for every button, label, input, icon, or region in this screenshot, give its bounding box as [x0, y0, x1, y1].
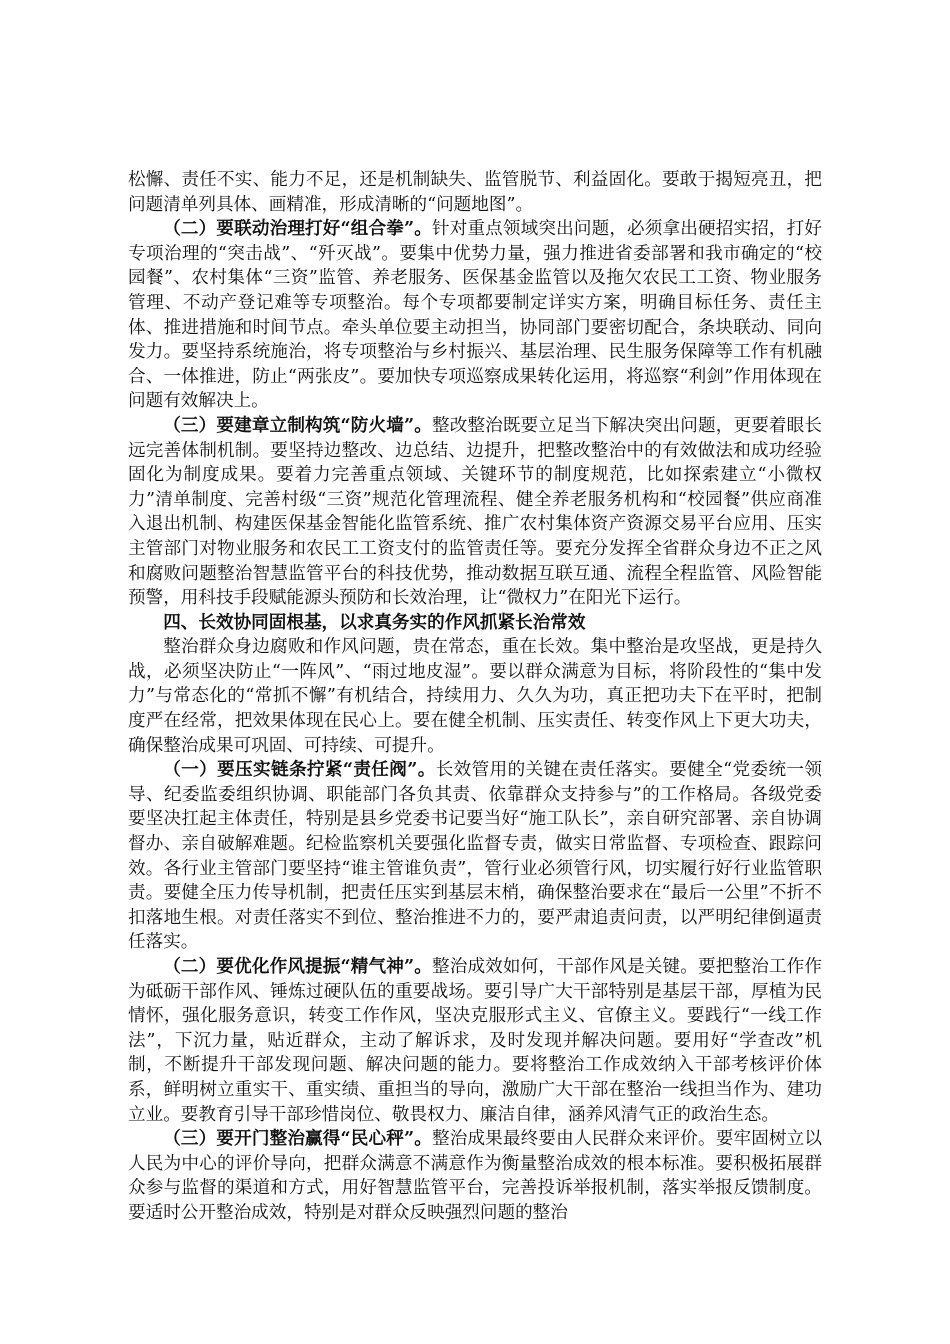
section-heading: 四、长效协同固根基，以求真务实的作风抓紧长治常效	[163, 611, 586, 633]
paragraph-text: 整治群众身边腐败和作风问题，贵在常态，重在长效。集中整治是攻坚战，更是持久战，必须坚决防止“一阵风”、“雨过地皮湿”。要以群众满意为目标，将阶段性的“集中发力”与常态化的“常抓不懈”有机结合，持续用力、久久为功，真正把功夫下在平时，把制度严在经常，把效果体现在民心上。要在健全机制、压实责任、转变作风上下更大功夫，确保整治成果可巩固、可持续、可提升。	[128, 637, 822, 756]
paragraph-text: 长效管用的关键在责任落实。要健全“党委统一领导、纪委监委组织协调、职能部门各负其责、依靠群众支持参与”的工作格局。各级党委要坚决扛起主体责任，特别是县乡党委书记要当好“施工队长”，亲自研究部署、亲自协调督办、亲自破解难题。纪检监察机关要强化监督专责，做实日常监督、专项检查、跟踪问效。各行业主管部门要坚持“谁主管谁负责”，管行业必须管行风，切实履行好行业监管职责。要健全压力传导机制，把责任压实到基层末梢，确保整治要求在“最后一公里”不折不扣落地生根。对责任落实不到位、整治推进不力的，要严肃追责问责，以严明纪律倒逼责任落实。	[128, 760, 822, 953]
paragraph-text: 整改整治既要立足当下解决突出问题，更要着眼长远完善体制机制。要坚持边整改、边总结、边提升，把整改整治中的有效做法和成功经验固化为制度成果。要着力完善重点领域、关键环节的制度规范，比如探索建立“小微权力”清单制度、完善村级“三资”规范化管理流程、健全养老服务机构和“校园餐”供应商准入退出机制、构建医保基金智能化监管系统、推广农村集体资产资源交易平台应用、压实主管部门对物业服务和农民工工资支付的监管责任等。要充分发挥全省群众身边不正之风和腐败问题整治智慧监管平台的科技优势，推动数据互联互通、流程全程监管、风险智能预警，用科技手段赋能源头预防和长效治理，让“微权力”在阳光下运行。	[128, 415, 822, 609]
paragraph-responsibility	[128, 758, 822, 955]
paragraph-lead: （二）要优化作风提振“精气神”。	[163, 956, 432, 977]
paragraph-institution-building	[128, 414, 822, 611]
paragraph-section-intro	[128, 635, 822, 758]
paragraph-joint-governance	[128, 217, 822, 414]
paragraph-lead: （三）要建章立制构筑“防火墙”。	[163, 414, 432, 436]
document-page	[128, 168, 822, 1226]
paragraph-lead: （二）要联动治理打好“组合拳”。	[163, 218, 432, 240]
paragraph-continuation	[128, 168, 822, 217]
paragraph-lead: （一）要压实链条拧紧“责任阀”。	[163, 759, 436, 781]
paragraph-work-style	[128, 955, 822, 1127]
paragraph-text: 针对重点领域突出问题，必须拿出硬招实招，打好专项治理的“突击战”、“歼灭战”。要集中优势力量，强力推进省委部署和我市确定的“校园餐”、农村集体“三资”监管、养老服务、医保基金监管以及拖欠农民工工资、物业服务管理、不动产登记难等专项整治。每个专项都要制定详实方案，明确目标任务、责任主体、推进措施和时间节点。牵头单位要主动担当，协同部门要密切配合，条块联动、同向发力。要坚持系统施治，将专项整治与乡村振兴、基层治理、民生服务保障等工作有机融合、一体推进，防止“两张皮”。要加快专项巡察成果转化运用，将巡察“利剑”作用体现在问题有效解决上。	[128, 219, 822, 412]
paragraph-lead: （三）要开门整治赢得“民心秤”。	[163, 1128, 432, 1150]
paragraph-text: 整治成效如何，干部作风是关键。要把整治工作作为砥砺干部作风、锤炼过硬队伍的重要战场。要引导广大干部特别是基层干部，厚植为民情怀，强化服务意识，转变工作作风，坚决克服形式主义、官僚主义。要践行“一线工作法”，下沉力量，贴近群众，主动了解诉求，及时发现并解决问题。要用好“学查改”机制，不断提升干部发现问题、解决问题的能力。要将整治工作成效纳入干部考核评价体系，鲜明树立重实干、重实绩、重担当的导向，激励广大干部在整治一线担当作为、建功立业。要教育引导干部珍惜岗位、敬畏权力、廉洁自律，涵养风清气正的政治生态。	[128, 957, 822, 1125]
paragraph-public-evaluation	[128, 1127, 822, 1225]
paragraph-text: 松懈、责任不实、能力不足，还是机制缺失、监管脱节、利益固化。要敢于揭短亮丑，把问题清单列具体、画精准，形成清晰的“问题地图”。	[128, 170, 822, 215]
paragraph-text: 整治成果最终要由人民群众来评价。要牢固树立以人民为中心的评价导向，把群众满意不满意作为衡量整治成效的根本标准。要积极拓展群众参与监督的渠道和方式，用好智慧监管平台，完善投诉举报机制，落实举报反馈制度。要适时公开整治成效，特别是对群众反映强烈问题的整治	[128, 1129, 822, 1223]
